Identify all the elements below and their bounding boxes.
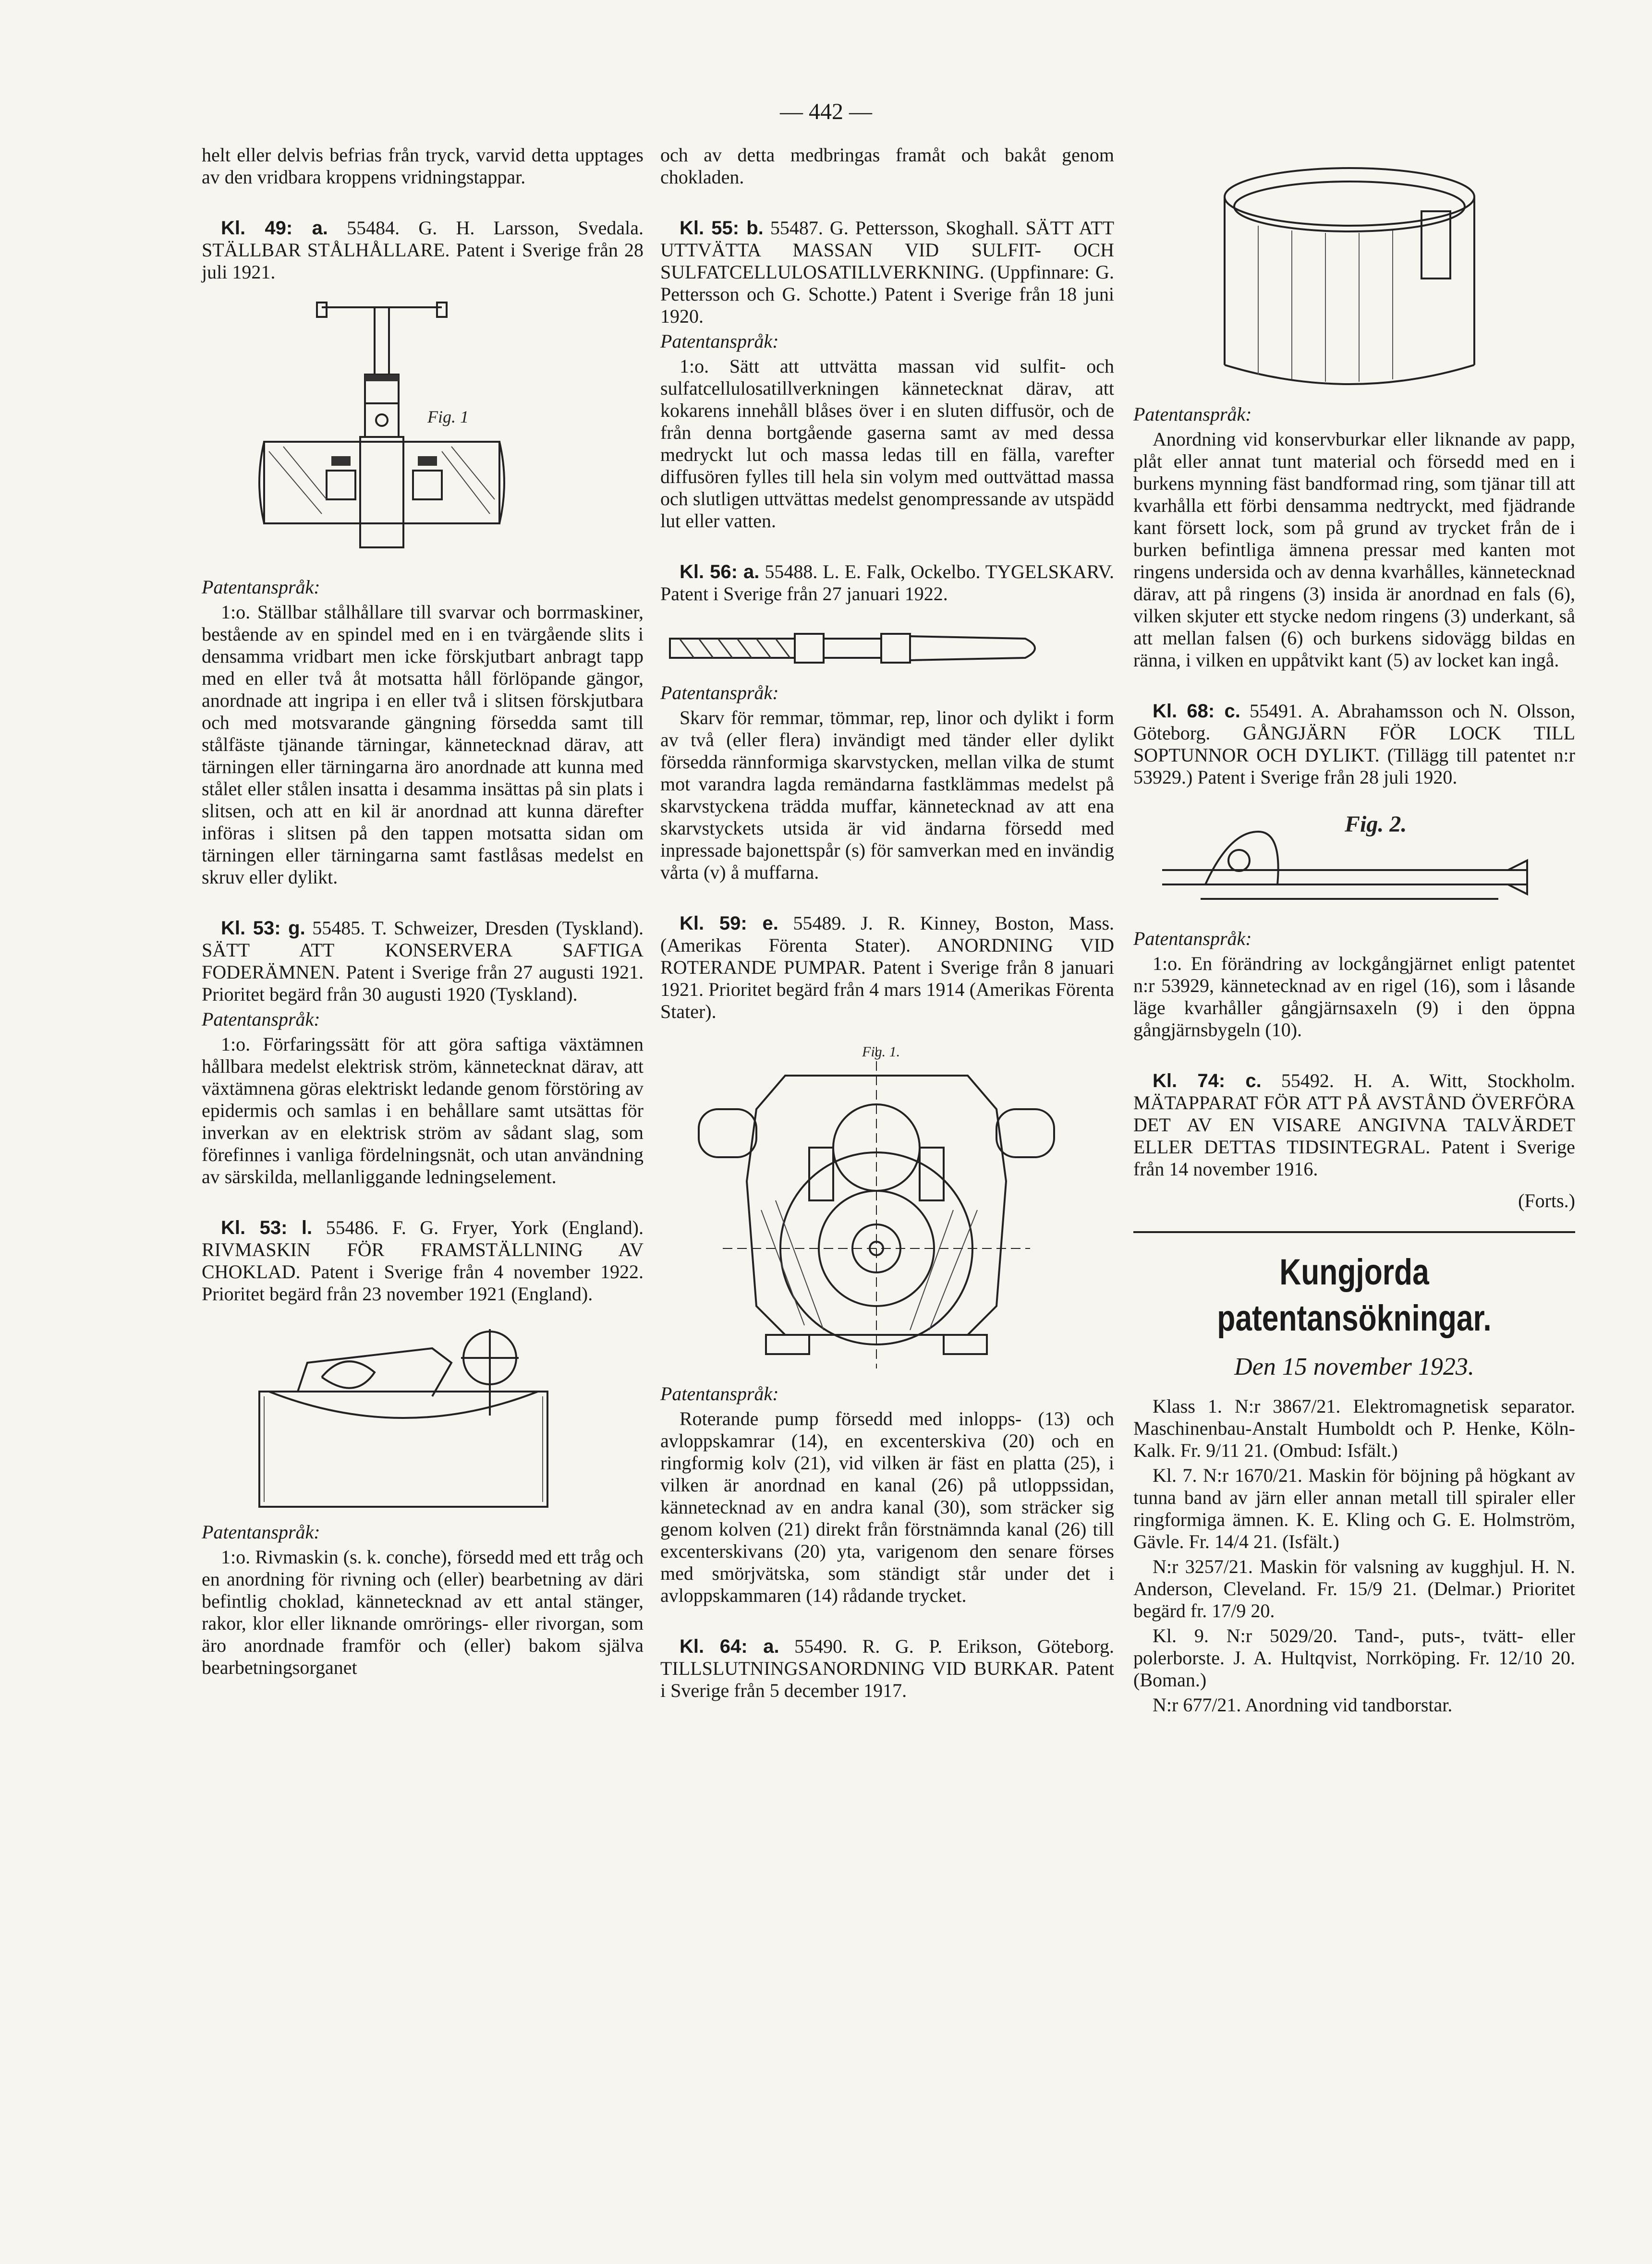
patent-55488	[660, 561, 1114, 884]
claims-heading: Patentanspråk:	[1133, 403, 1252, 425]
figure-hinge	[1133, 803, 1575, 918]
application-677: N:r 677/21. Anordning vid tandborstar.	[1153, 1694, 1453, 1716]
patent-body: 55490. R. G. P. Erikson, Göteborg. TILLSLUTNINGSANORDNING VID BURKAR. Patent i Sverige från 5 december 1917.	[660, 1635, 1114, 1701]
claims-heading: Patentanspråk:	[660, 330, 779, 352]
claim-text: 1:o. Ställbar stålhållare till svarvar och borrmaskiner, bestående av en spindel med en i en tvärgående slits i densamma vridbart men icke förskjutbart anbragt tapp med en eller två åt motsatta håll förlöpande gängor, anordnade att ingripa i en eller två i slitsen förskjutbara och med motsvarande gängning försedda samt till stålfäste tjänande tärningar, kännetecknad därav, att tärningen eller tärningarna äro anordnade att kunna med stålet eller stålen insatta i desamma insättas på sin plats i slitsen, och att en kil är anordnad att kunna därefter införas i slitsen på den tappen motsatta sidan om tärningen eller tärningarna samt fastlåsas medelst en skruv eller dylikt.	[202, 601, 644, 888]
claims-heading: Patentanspråk:	[202, 1521, 320, 1543]
figure-conche	[202, 1320, 644, 1512]
patent-body: 55487. G. Pettersson, Skoghall. SÄTT ATT UTTVÄTTA MASSAN VID SULFIT- OCH SULFATCELLULOSATILLVERKNING. (Uppfinnare: G. Pettersson och G. Schotte.) Patent i Sverige från 18 juni 1920.	[660, 217, 1115, 327]
claim-text: 1:o. Förfaringssätt för att göra saftiga växtämnen hållbara medelst elektrisk ström, kännetecknat därav, att växtämnena göras elektriskt ledande genom förstöring av epidermis och samlas i en behållare samt utsättas för inverkan av en elektrisk ström av sådant slag, som förefinnes i vanliga fördelningsnät, och utan användning av särskilda, mellanliggande ledningselement.	[202, 1033, 644, 1187]
rotary-pump-drawing	[660, 1037, 1093, 1373]
figure-label: Fig. 1.	[862, 1044, 900, 1060]
claim-text: 1:o. Sätt att uttvätta massan vid sulfit- och sulfatcellulosatillverkningen kännetecknat därav, att kokarens innehåll blåses över i en sluten diffusör, och de från denna bortgående gaserna samt av med dessa medryckt lut och massa ledas till en fälla, varefter diffusören fylles till hela sin volym med outtvättad massa och slutligen uttvättas medelst genompressande av utspädd lut eller vatten.	[660, 355, 1114, 532]
patent-body: 55485. T. Schweizer, Dresden (Tyskland). SÄTT ATT KONSERVERA SAFTIGA FODERÄMNEN. Patent i Sverige från 27 augusti 1921. Prioritet begärd från 30 augusti 1920 (Tyskland).	[202, 917, 644, 1005]
figure-rein-splice	[660, 619, 1114, 672]
claim-text: 1:o. Rivmaskin (s. k. conche), försedd med ett tråg och en anordning för rivning och (eller) bearbetning av däri befintlig choklad, kännetecknad av ett antal stänger, rakor, klor eller liknande omrörings- eller rivorgan, som äro anordnade framför och (eller) bakom själva bearbetningsorganet	[202, 1546, 644, 1678]
figure-label: Fig. 1	[427, 407, 469, 426]
claims-heading: Patentanspråk:	[660, 1383, 779, 1404]
tool-holder-drawing	[202, 298, 586, 567]
section-date: Den 15 november 1923.	[1234, 1353, 1474, 1380]
claim-text: Anordning vid konservburkar eller liknande av papp, plåt eller annat tunt material och försedd med en i burkens mynning fäst bandformad ring, som tjänar till att kvarhålla ett förbi densamma nedtryckt, med fjädrande kant försett lock, som på grund av trycket från de i burken befintliga ämnena pressar med kanten mot ringens undersida och av denna kvarhålles, kännetecknad därav, att på ringens (3) insida är anordnad en fals (6), vilken skjuter ett stycke nedom ringens (3) underkant, så att mellan falsen (6) och burkens sidovägg bildas en ränna, i vilken en uppåtvikt kant (5) av locket kan ingå.	[1133, 428, 1575, 671]
patent-55490	[660, 1635, 1114, 1702]
patent-55486	[202, 1217, 644, 1679]
claims-heading: Patentanspråk:	[202, 1008, 320, 1030]
class-label: Kl. 53: g.	[221, 918, 305, 939]
class-label: Kl. 68: c.	[1153, 701, 1240, 722]
claim-text: Roterande pump försedd med inlopps- (13) och avloppskamrar (14), en excenterskiva (20) och en ringformig kolv (21), vid vilken är fäst en platta (25), i vilken är anordnad en kanal (26) på utloppssidan, kännetecknad av en andra kanal (30), som sträcker sig genom kolven (21) direkt från förstnämnda kanal (26) till excenterskivans (20) yta, varigenom den senare förses med smörjvätska, som ständigt står under det i avloppskammaren (14) rådande trycket.	[660, 1408, 1114, 1606]
patent-55484	[202, 217, 644, 888]
column-1-intro: helt eller delvis befrias från tryck, varvid detta upptages av den vridbara kroppens vridningstappar.	[202, 144, 644, 188]
application-kl-9: Kl. 9. N:r 5029/20. Tand-, puts-, tvätt- eller polerborste. J. A. Hultqvist, Norrköping. Fr. 12/10 20. (Boman.)	[1133, 1625, 1575, 1691]
conche-drawing	[202, 1320, 595, 1512]
patent-body: 55491. A. Abrahamsson och N. Olsson, Göteborg. GÅNGJÄRN FÖR LOCK TILL SOPTUNNOR OCH DYLIKT. (Tillägg till patentet n:r 53929.) Patent i Sverige från 28 juli 1920.	[1133, 700, 1575, 788]
patent-body: 55484. G. H. Larsson, Svedala. STÄLLBAR STÅLHÅLLARE. Patent i Sverige från 28 juli 1921.	[202, 217, 644, 283]
figure-can	[1133, 154, 1575, 394]
figure-label: Fig. 2.	[1345, 811, 1407, 837]
class-label: Kl. 64: a.	[680, 1636, 779, 1657]
class-label: Kl. 56: a.	[680, 561, 760, 582]
page-number: — 442 —	[780, 99, 872, 124]
hinge-drawing	[1133, 803, 1566, 918]
patent-body: 55489. J. R. Kinney, Boston, Mass. (Amerikas Förenta Stater). ANORDNING VID ROTERANDE PUMPAR. Patent i Sverige från 8 januari 1921. Prioritet begärd från 4 mars 1914 (Amerikas Förenta Stater).	[660, 912, 1115, 1022]
column-1	[202, 144, 644, 1682]
claims-heading: Patentanspråk:	[660, 682, 779, 703]
class-label: Kl. 49: a.	[221, 218, 328, 239]
claims-heading: Patentanspråk:	[202, 576, 320, 598]
patent-55487	[660, 217, 1114, 532]
section-divider	[1133, 1231, 1575, 1233]
class-label: Kl. 74: c.	[1153, 1070, 1262, 1091]
figure-rotary-pump	[660, 1037, 1114, 1373]
patent-55492	[1133, 1070, 1575, 1212]
claims-heading: Patentanspråk:	[1133, 928, 1252, 949]
patent-55490-claims	[1133, 154, 1575, 671]
class-label: Kl. 55: b.	[680, 218, 764, 239]
patent-55489	[660, 912, 1114, 1607]
patent-55485	[202, 917, 644, 1188]
patent-body: 55492. H. A. Witt, Stockholm. MÄTAPPARAT FÖR ATT PÅ AVSTÅND ÖVERFÖRA DET AV EN VISARE ANGIVNA TALVÄRDET ELLER DETTAS TIDSINTEGRAL. Patent i Sverige från 14 november 1916.	[1133, 1070, 1576, 1180]
patent-body: 55488. L. E. Falk, Ockelbo. TYGELSKARV. Patent i Sverige från 27 januari 1922.	[660, 561, 1115, 605]
continued-note: (Forts.)	[1518, 1190, 1575, 1211]
column-2	[660, 144, 1114, 1705]
class-label: Kl. 59: e.	[680, 913, 778, 934]
application-kl-7: Kl. 7. N:r 1670/21. Maskin för böjning på högkant av tunna band av järn eller annan metall till spiraler eller ringformiga ämnen. K. E. Kling och G. E. Holmström, Gävle. Fr. 14/4 21. (Isfält.)	[1133, 1465, 1575, 1552]
application-3257: N:r 3257/21. Maskin för valsning av kugghjul. H. N. Anderson, Cleveland. Fr. 15/9 21. (Delmar.) Prioritet begärd fr. 17/9 20.	[1133, 1556, 1575, 1622]
class-label: Kl. 53: l.	[221, 1217, 313, 1238]
figure-tool-holder	[202, 298, 644, 567]
patent-body: 55486. F. G. Fryer, York (England). RIVMASKIN FÖR FRAMSTÄLLNING AV CHOKLAD. Patent i Sverige från 4 november 1922. Prioritet begärd från 23 november 1921 (England).	[202, 1217, 644, 1305]
application-klass-1: Klass 1. N:r 3867/21. Elektromagnetisk separator. Maschinenbau-Anstalt Humboldt och P. Henke, Köln-Kalk. Fr. 9/11 21. (Ombud: Isfält.)	[1133, 1395, 1575, 1461]
claim-text: 1:o. En förändring av lockgångjärnet enligt patentet n:r 53929, kännetecknad av en rigel (16), som i låsande läge kvarhåller gångjärnsaxeln (9) i den öppna gångjärnsbygeln (10).	[1133, 953, 1575, 1041]
patent-55491	[1133, 700, 1575, 1041]
column-2-intro: och av detta medbringas framåt och bakåt genom chokladen.	[660, 144, 1114, 188]
section-heading: Kungjorda patentansökningar.	[1217, 1252, 1492, 1339]
claim-text: Skarv för remmar, tömmar, rep, linor och dylikt i form av två (eller flera) invändigt med tänder eller dylikt försedda rännformiga skarvstycken, mellan vilka de stumt mot varandra lagda remändarna fastklämmas medelst på skarvstyckena trädda muffar, kännetecknad av att ena skarvstyckets utsida är vid ändarna försedd med inpressade bajonettspår (s) för samverkan med en invändig vårta (v) å muffarna.	[660, 707, 1114, 883]
can-drawing	[1133, 154, 1566, 394]
rein-splice-drawing	[660, 619, 1093, 672]
column-3	[1133, 144, 1575, 1719]
